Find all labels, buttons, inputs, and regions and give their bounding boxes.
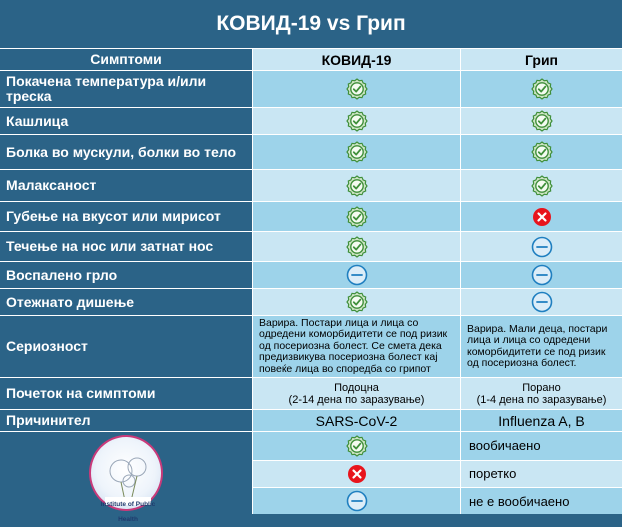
header-symptoms: Симптоми	[0, 49, 252, 70]
flu-cell	[460, 71, 622, 107]
flu-cell	[460, 202, 622, 231]
legend-text-common: вообичаено	[460, 432, 622, 460]
table-row-cause	[0, 409, 622, 431]
onset-flu-line1: Порано	[522, 381, 561, 394]
minus-icon	[531, 264, 553, 286]
logo-text: Institute of Public Health	[100, 501, 156, 523]
flu-cell	[460, 135, 622, 169]
check-icon	[346, 110, 368, 132]
onset-label: Почеток на симптоми	[0, 378, 252, 409]
symptom-label: Кашлица	[0, 108, 252, 134]
table-row	[0, 261, 622, 288]
covid-cell	[252, 202, 460, 231]
symptom-label: Отежнато дишење	[0, 289, 252, 315]
page-title: КОВИД-19 vs Грип	[216, 12, 406, 35]
minus-icon	[531, 236, 553, 258]
check-icon	[531, 78, 553, 100]
check-icon	[531, 141, 553, 163]
onset-flu-line2: (1-4 дена по заразување)	[476, 393, 607, 406]
flu-cell	[460, 232, 622, 261]
covid-cell	[252, 262, 460, 288]
check-icon	[346, 206, 368, 228]
legend-text-rare: поретко	[460, 460, 622, 488]
covid-cell	[252, 289, 460, 315]
check-icon	[531, 175, 553, 197]
symptom-label: Губење на вкусот или мирисот	[0, 202, 252, 231]
check-icon	[346, 141, 368, 163]
logo-cell	[0, 432, 252, 523]
table-row	[0, 134, 622, 169]
minus-icon	[346, 264, 368, 286]
minus-icon	[346, 490, 368, 512]
legend-text-uncommon: не е вообичаено	[460, 487, 622, 514]
table-row	[0, 169, 622, 201]
cause-covid: SARS-CoV-2	[252, 410, 460, 431]
header-covid: КОВИД-19	[252, 49, 460, 70]
table-row	[0, 107, 622, 134]
onset-covid-line2: (2-14 дена по заразување)	[288, 393, 425, 406]
covid-cell	[252, 170, 460, 201]
covid-cell	[252, 108, 460, 134]
check-icon	[346, 78, 368, 100]
check-icon	[346, 175, 368, 197]
symptom-label: Болка во мускули, болки во тело	[0, 135, 252, 169]
table-header-row	[0, 48, 622, 70]
cross-icon	[347, 464, 367, 484]
symptom-label: Течење на нос или затнат нос	[0, 232, 252, 261]
onset-flu	[460, 378, 622, 409]
legend-icons	[252, 432, 460, 514]
symptom-label: Покачена температура и/или треска	[0, 71, 252, 107]
covid-cell	[252, 71, 460, 107]
table-row-severity	[0, 315, 622, 377]
cause-label: Причинител	[0, 410, 252, 431]
check-icon	[346, 236, 368, 258]
legend-icon-cell	[252, 432, 460, 460]
legend-icon-cell	[252, 460, 460, 488]
covid-cell	[252, 135, 460, 169]
symptom-label: Малаксаност	[0, 170, 252, 201]
minus-icon	[531, 291, 553, 313]
check-icon	[346, 435, 368, 457]
cause-flu: Influenza A, B	[460, 410, 622, 431]
onset-covid-line1: Подоцна	[334, 381, 379, 394]
onset-covid	[252, 378, 460, 409]
flu-cell	[460, 170, 622, 201]
table-row	[0, 231, 622, 261]
check-icon	[531, 110, 553, 132]
legend-icon-cell	[252, 487, 460, 514]
cross-icon	[532, 207, 552, 227]
table-row	[0, 70, 622, 107]
flu-cell	[460, 289, 622, 315]
severity-flu: Варира. Мали деца, постари лица и лица со одредени коморбидитети се под ризик од посериозна болест.	[460, 316, 622, 377]
severity-label: Сериозност	[0, 316, 252, 377]
flu-cell	[460, 108, 622, 134]
table-row	[0, 288, 622, 315]
check-icon	[346, 291, 368, 313]
legend-texts	[460, 432, 622, 514]
severity-covid: Варира. Постари лица и лица со одредени коморбидитети се под ризик од посериозна болест. Се смета дека предизвикува посериозна болест кај повеќе лица во споредба со грипот	[252, 316, 460, 377]
comparison-table	[0, 48, 622, 523]
table-row	[0, 201, 622, 231]
flu-cell	[460, 262, 622, 288]
institute-logo	[89, 435, 163, 523]
legend-block	[0, 431, 622, 523]
symptom-label: Воспалено грло	[0, 262, 252, 288]
header-flu: Грип	[460, 49, 622, 70]
table-row-onset	[0, 377, 622, 409]
covid-cell	[252, 232, 460, 261]
